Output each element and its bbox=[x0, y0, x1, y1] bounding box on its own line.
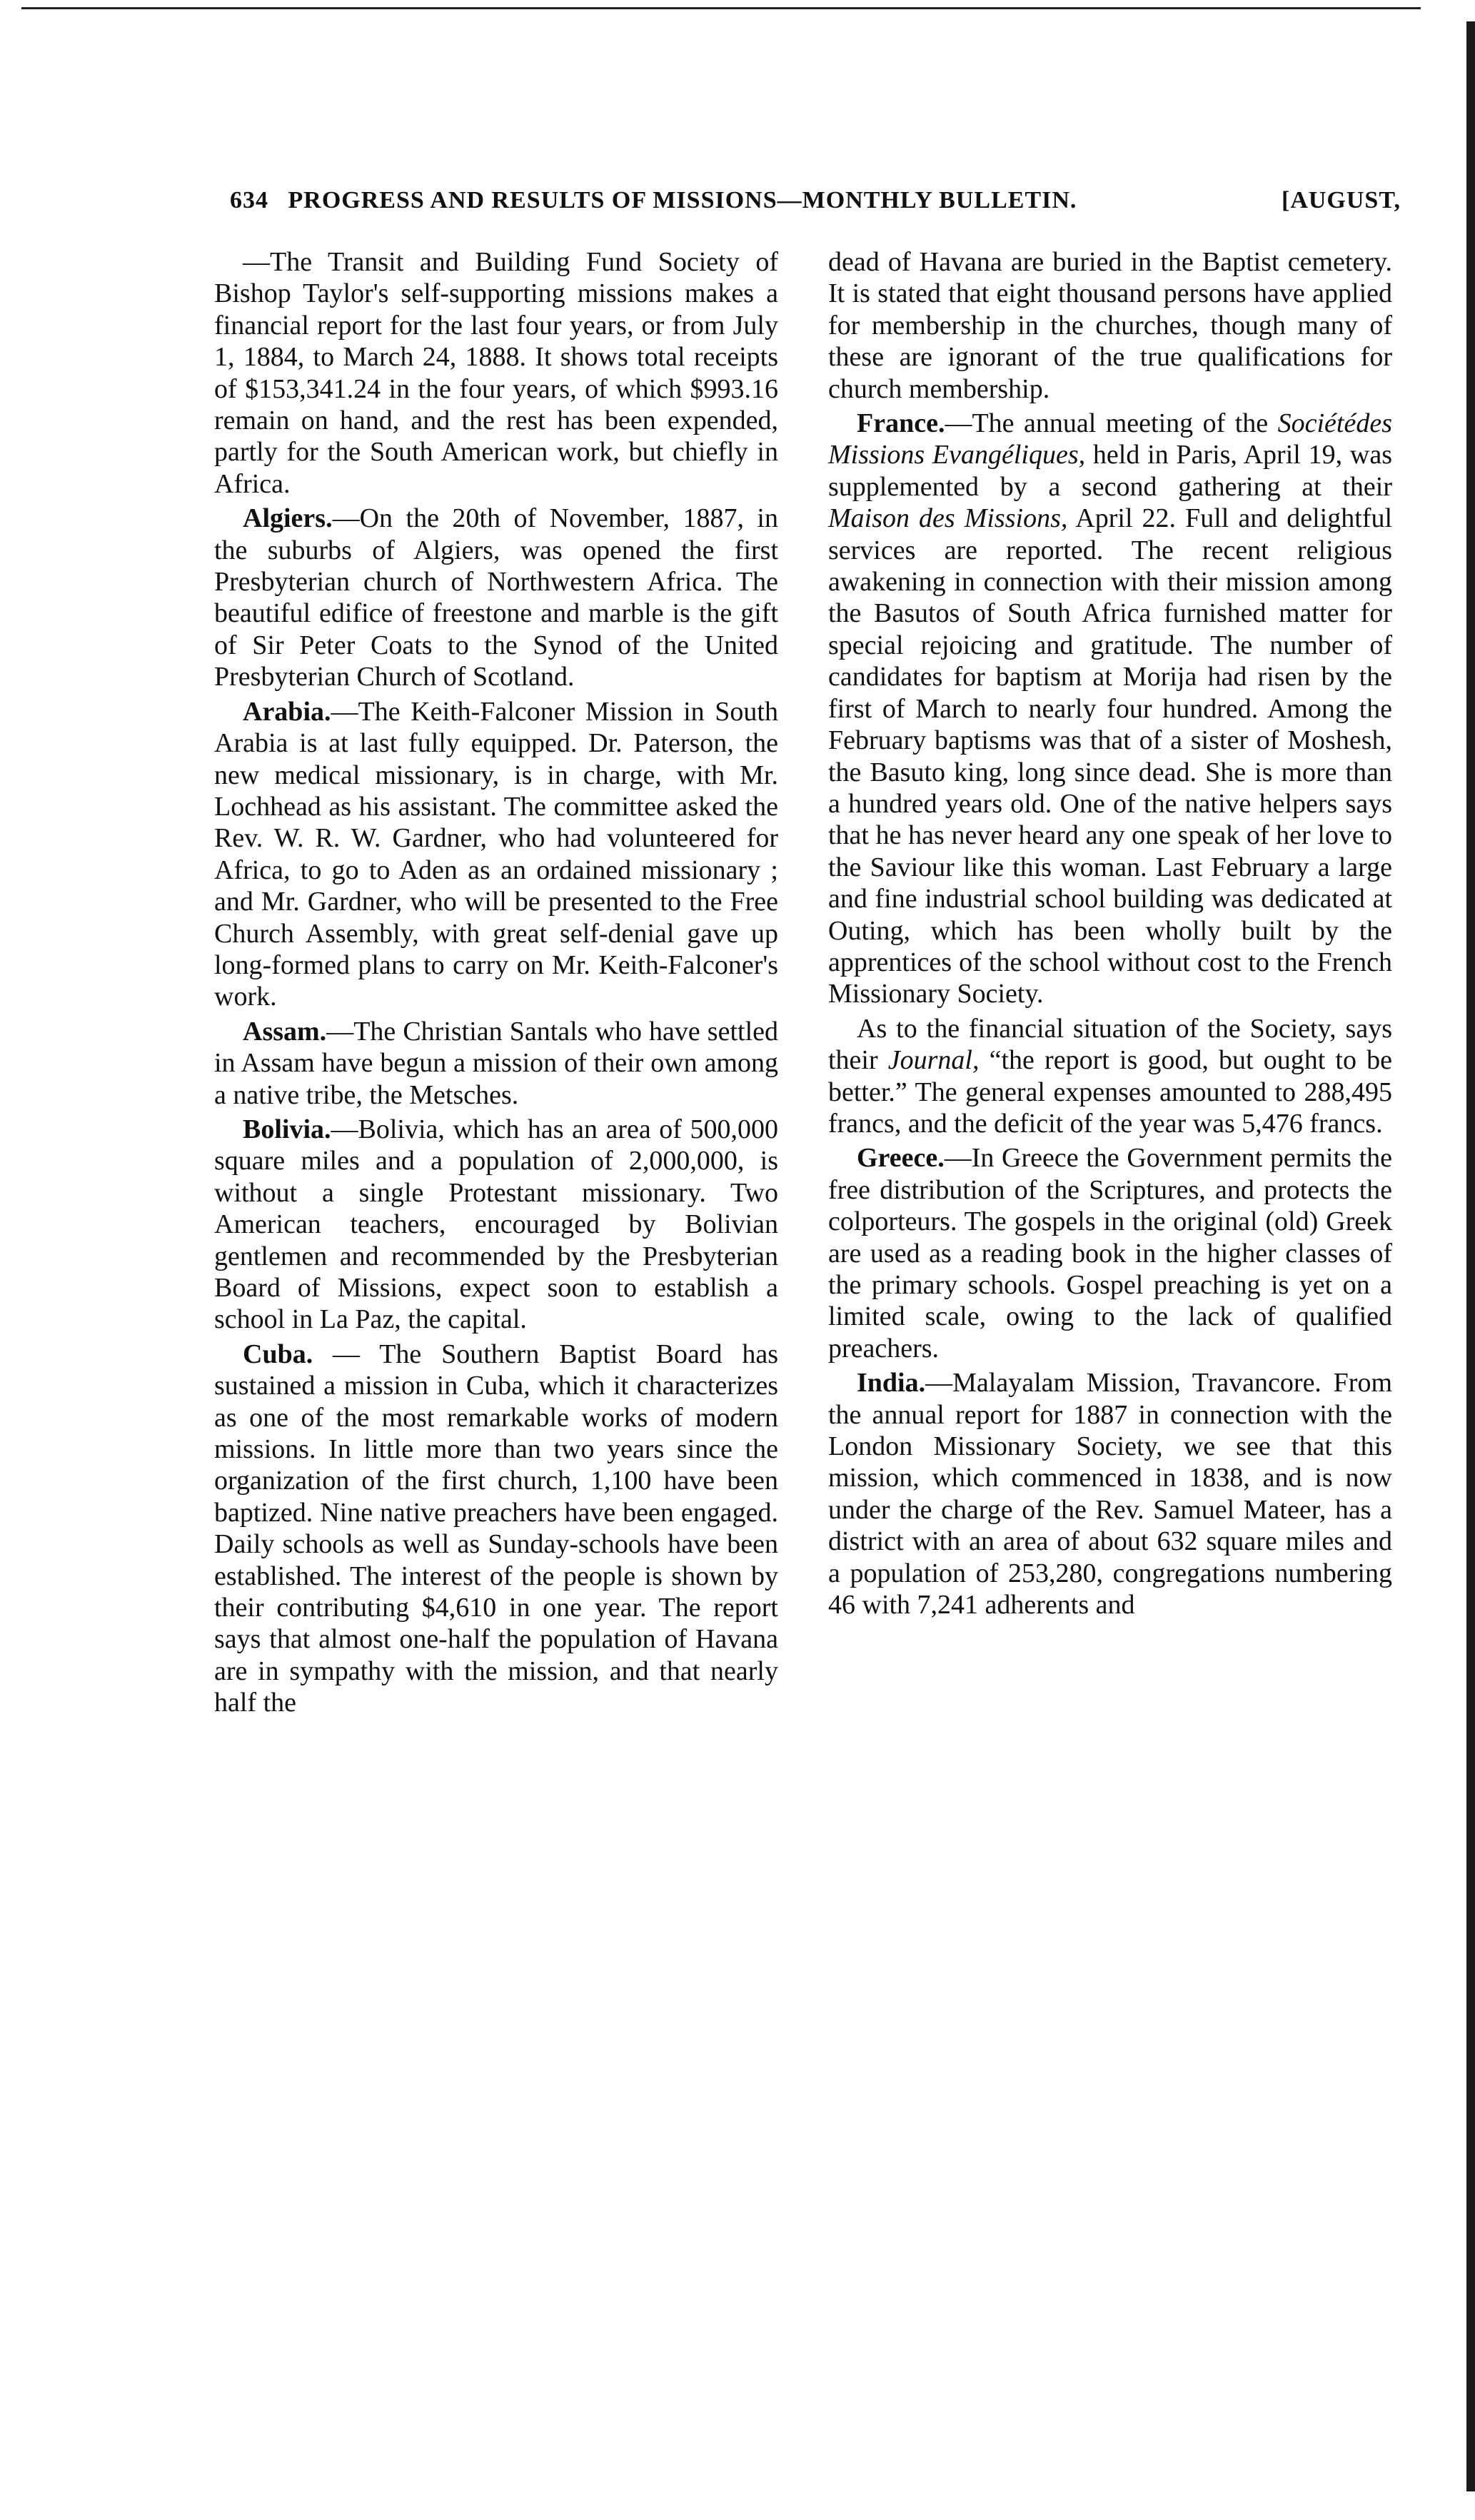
top-rule bbox=[21, 7, 1421, 9]
header-date: [AUGUST, bbox=[1282, 187, 1401, 213]
page-number: 634 bbox=[230, 187, 268, 213]
paragraph-bolivia: Bolivia.—Bolivia, which has an area of 500,000 square miles and a population of 2,000,000, is without a single Protestant missionary. Two American teachers, encouraged by Bolivian gentlemen and recommended by the Presbyterian Board of Missions, expect soon to establish a school in La Paz, the capital. bbox=[214, 1114, 778, 1335]
section-heading: Greece. bbox=[857, 1143, 945, 1174]
paragraph-transit-fund: —The Transit and Building Fund Society of Bishop Taylor's self-supporting missions makes a financial report for the last four years, or from July 1, 1884, to March 24, 1888. It shows total receipts of $153,341.24 in the four years, of which $993.16 remain on hand, and the rest has been expended, partly for the South American work, but chiefly in Africa. bbox=[214, 247, 778, 499]
section-heading: Assam. bbox=[243, 1016, 327, 1047]
paragraph-france-finance: As to the financial situation of the Society, says their Journal, “the report is good, but ought to be better.” The general expenses amounted to 288,495 francs, and the deficit of the year was 5,476 francs. bbox=[828, 1013, 1392, 1139]
paragraph-algiers: Algiers.—On the 20th of November, 1887, in the suburbs of Algiers, was opened the first Presbyterian church of Northwestern Africa. The beautiful edifice of freestone and marble is the gift of Sir Peter Coats to the Synod of the United Presbyterian Church of Scotland. bbox=[214, 503, 778, 692]
section-heading: Arabia. bbox=[243, 696, 331, 727]
section-heading: India. bbox=[857, 1368, 926, 1398]
running-header bbox=[230, 187, 1401, 214]
section-heading: Bolivia. bbox=[243, 1114, 331, 1144]
paragraph-cuba-continued: dead of Havana are buried in the Baptist cemetery. It is stated that eight thousand persons have applied for membership in the churches, though many of these are ignorant of the true qualifications for church membership. bbox=[828, 247, 1392, 404]
paragraph-arabia: Arabia.—The Keith-Falconer Mission in South Arabia is at last fully equipped. Dr. Paterson, the new medical missionary, is in charge, with Mr. Lochhead as his assistant. The committee asked the Rev. W. R. W. Gardner, who had volunteered for Africa, to go to Aden as an ordained missionary ; and Mr. Gardner, who will be presented to the Free Church Assembly, with great self-denial gave up long-formed plans to carry on Mr. Keith-Falconer's work. bbox=[214, 696, 778, 1012]
paragraph-greece: Greece.—In Greece the Government permits the free distribution of the Scriptures, and protects the colporteurs. The gospels in the original (old) Greek are used as a reading book in the higher classes of the primary schools. Gospel preaching is yet on a limited scale, owing to the lack of qualified preachers. bbox=[828, 1143, 1392, 1364]
page-edge-shadow bbox=[1466, 21, 1475, 2491]
paragraph-india: India.—Malayalam Mission, Travancore. From the annual report for 1887 in connection with the London Missionary Society, we see that this mission, which commenced in 1838, and is now under the charge of the Rev. Samuel Mateer, has a district with an area of about 632 square miles and a population of 253,280, congregations numbering 46 with 7,241 adherents and bbox=[828, 1368, 1392, 1621]
paragraph-cuba: Cuba. — The Southern Baptist Board has sustained a mission in Cuba, which it characterizes as one of the most remarkable works of modern missions. In little more than two years since the organization of the first church, 1,100 have been baptized. Nine native preachers have been engaged. Daily schools as well as Sunday-schools have been established. The interest of the people is shown by their contributing $4,610 in one year. The report says that almost one-half the population of Havana are in sympathy with the mission, and that nearly half the bbox=[214, 1339, 778, 1718]
right-column bbox=[828, 246, 1392, 1621]
left-column bbox=[214, 246, 778, 1719]
paragraph-assam: Assam.—The Christian Santals who have settled in Assam have begun a mission of their own among a native tribe, the Metsches. bbox=[214, 1016, 778, 1110]
paragraph-france: France.—The annual meeting of the Sociétédes Missions Evangéliques, held in Paris, April 19, was supplemented by a second gathering at their Maison des Missions, April 22. Full and delightful services are reported. The recent religious awakening in connection with their mission among the Basutos of South Africa furnished matter for special rejoicing and gratitude. The number of candidates for baptism at Morija had risen by the first of March to nearly four hundred. Among the February baptisms was that of a sister of Moshesh, the Basuto king, long since dead. She is more than a hundred years old. One of the native helpers says that he has never heard any one speak of her love to the Saviour like this woman. Last February a large and fine industrial school building was dedicated at Outing, which has been wholly built by the apprentices of the school without cost to the French Missionary Society. bbox=[828, 408, 1392, 1009]
section-heading: Cuba. bbox=[243, 1339, 313, 1369]
section-heading: Algiers. bbox=[243, 503, 333, 534]
section-heading: France. bbox=[857, 408, 945, 439]
running-title: PROGRESS AND RESULTS OF MISSIONS—MONTHLY BULLETIN. bbox=[288, 187, 1077, 213]
